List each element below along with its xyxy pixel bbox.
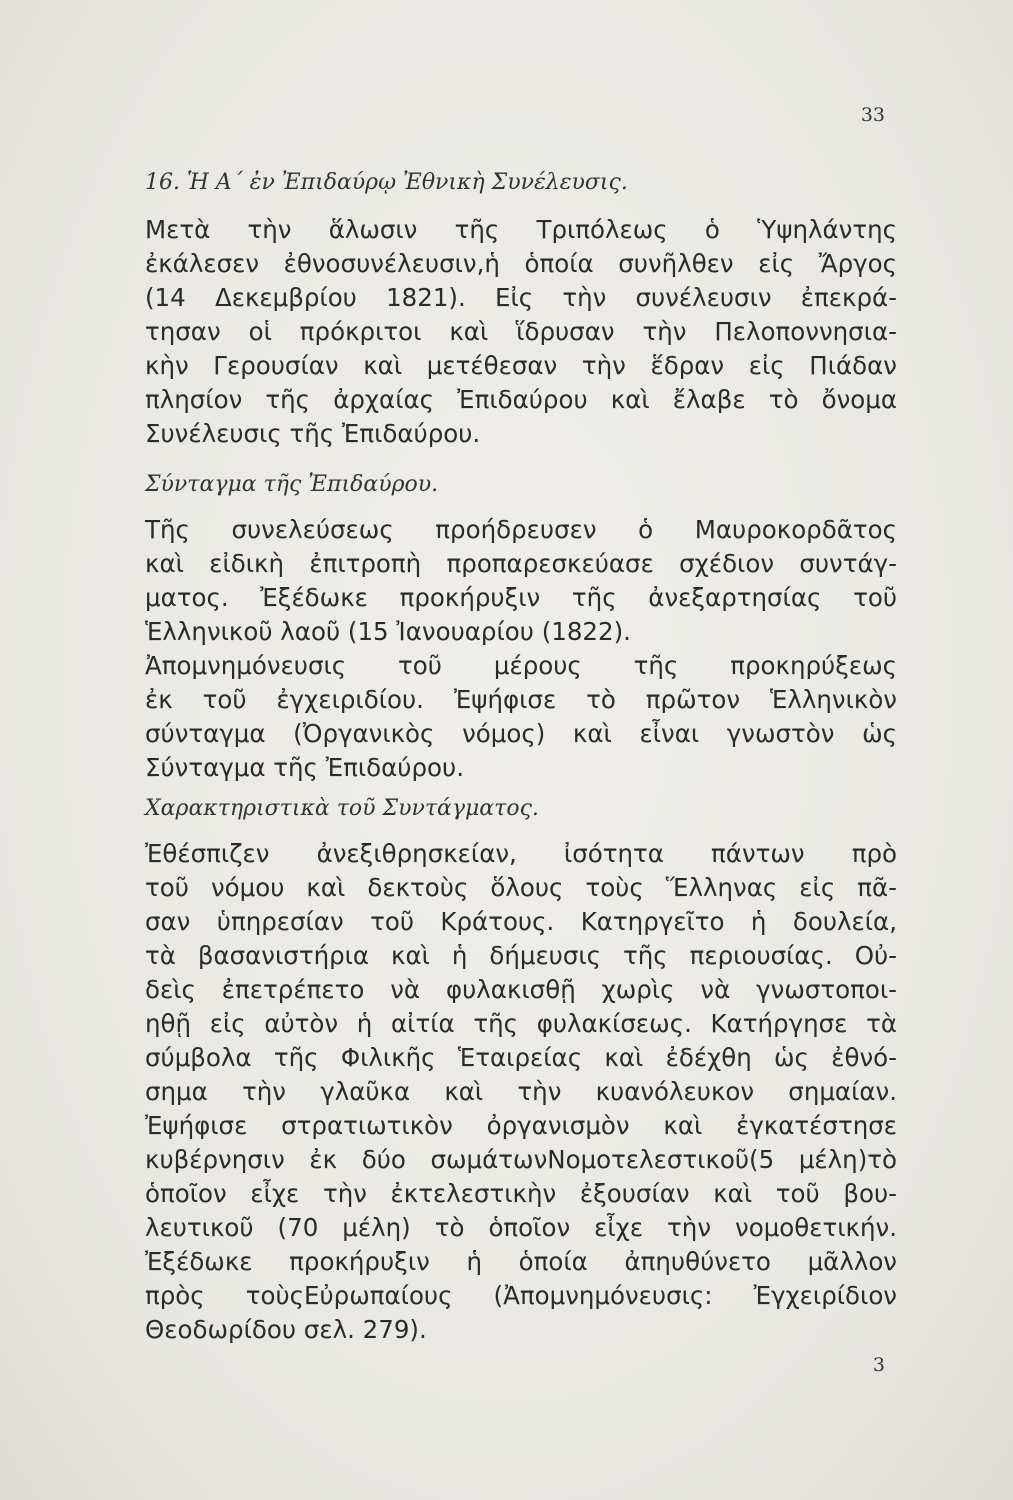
text-line: Ἀπομνημόνευσις τοῦ μέρους τῆς προκηρύξεως (145, 651, 897, 680)
text-line: καὶ εἰδικὴ ἐπιτροπὴ προπαρεσκεύασε σχέδιον συντάγ- (145, 549, 897, 578)
text-line: λευτικοῦ (70 μέλη) τὸ ὁποῖον εἶχε τὴν νομοθετικήν. (145, 1213, 897, 1242)
text-line: ὁποῖον εἶχε τὴν ἐκτελεστικὴν ἐξουσίαν καὶ τοῦ βου- (145, 1179, 897, 1208)
paragraph-constitution-2 (145, 649, 897, 785)
text-line: Συνέλευσις τῆς Ἐπιδαύρου. (145, 419, 481, 448)
text-line: Θεοδωρίδου σελ. 279). (145, 1315, 427, 1344)
page-number: 33 (860, 104, 885, 126)
text-line: τησαν οἱ πρόκριτοι καὶ ἵδρυσαν τὴν Πελοποννησια- (145, 317, 897, 346)
text-line: σύνταγμα (Ὀργανικὸς νόμος) καὶ εἶναι γνωστὸν ὡς (145, 719, 897, 748)
subheading-constitution: Σύνταγμα τῆς Ἐπιδαύρου. (145, 472, 439, 497)
text-line: τὰ βασανιστήρια καὶ ἡ δήμευσις τῆς περιουσίας. Οὐ- (145, 941, 897, 970)
text-line: δεὶς ἐπετρέπετο νὰ φυλακισθῇ χωρὶς νὰ γνωστοποι- (145, 975, 897, 1004)
paragraph-first-assembly (145, 213, 897, 451)
section-heading-16: 16. Ἡ Α΄ ἐν Ἐπιδαύρῳ Ἐθνικὴ Συνέλευσις. (145, 170, 628, 195)
text-line: σαν ὑπηρεσίαν τοῦ Κράτους. Κατηργεῖτο ἡ δουλεία, (145, 907, 897, 936)
printer-signature-mark: 3 (872, 1354, 885, 1376)
text-line: Σύνταγμα τῆς Ἐπιδαύρου. (145, 753, 464, 782)
text-line: τοῦ νόμου καὶ δεκτοὺς ὅλους τοὺς Ἕλληνας εἰς πᾶ- (145, 873, 897, 902)
text-line: ἐκάλεσεν ἐθνοσυνέλευσιν,ἡ ὁποία συνῆλθεν εἰς Ἄργος (145, 249, 897, 278)
text-line: κὴν Γερουσίαν καὶ μετέθεσαν τὴν ἕδραν εἰς Πιάδαν (145, 351, 897, 380)
text-line: ματος. Ἐξέδωκε προκήρυξιν τῆς ἀνεξαρτησίας τοῦ (145, 583, 897, 612)
text-line: Ἐψήφισε στρατιωτικὸν ὀργανισμὸν καὶ ἐγκατέστησε (145, 1111, 897, 1140)
text-line: σημα τὴν γλαῦκα καὶ τὴν κυανόλευκον σημαίαν. (145, 1077, 897, 1106)
text-line: Ἑλληνικοῦ λαοῦ (15 Ἰανουαρίου (1822). (145, 617, 631, 646)
text-line: κυβέρνησιν ἐκ δύο σωμάτωνΝομοτελεστικοῦ(5 μέλη)τὸ (145, 1145, 897, 1174)
text-line: πλησίον τῆς ἀρχαίας Ἐπιδαύρου καὶ ἔλαβε τὸ ὄνομα (145, 385, 897, 414)
paragraph-features-2 (145, 1245, 897, 1347)
text-line: (14 Δεκεμβρίου 1821). Εἰς τὴν συνέλευσιν ἐπεκρά- (145, 283, 897, 312)
text-line: Ἐθέσπιζεν ἀνεξιθρησκείαν, ἰσότητα πάντων πρὸ (145, 839, 897, 868)
subheading-features: Χαρακτηριστικὰ τοῦ Συντάγματος. (145, 796, 539, 821)
text-line: Μετὰ τὴν ἅλωσιν τῆς Τριπόλεως ὁ Ὑψηλάντης (145, 215, 897, 244)
text-line: ηθῇ εἰς αὐτὸν ἡ αἰτία τῆς φυλακίσεως. Κατήργησε τὰ (145, 1009, 897, 1038)
paragraph-constitution-1 (145, 513, 897, 649)
text-line: πρὸς τοὺςΕὐρωπαίους (Ἀπομνημόνευσις: Ἐγχειρίδιον (145, 1281, 897, 1310)
text-line: σύμβολα τῆς Φιλικῆς Ἑταιρείας καὶ ἐδέχθη ὡς ἐθνό- (145, 1043, 897, 1072)
text-line: Ἐξέδωκε προκήρυξιν ἡ ὁποία ἀπηυθύνετο μᾶλλον (145, 1247, 897, 1276)
paragraph-features-1 (145, 837, 897, 1245)
text-line: Τῆς συνελεύσεως προήδρευσεν ὁ Μαυροκορδᾶτος (145, 515, 897, 544)
text-line: ἐκ τοῦ ἐγχειριδίου. Ἐψήφισε τὸ πρῶτον Ἑλληνικὸν (145, 685, 897, 714)
